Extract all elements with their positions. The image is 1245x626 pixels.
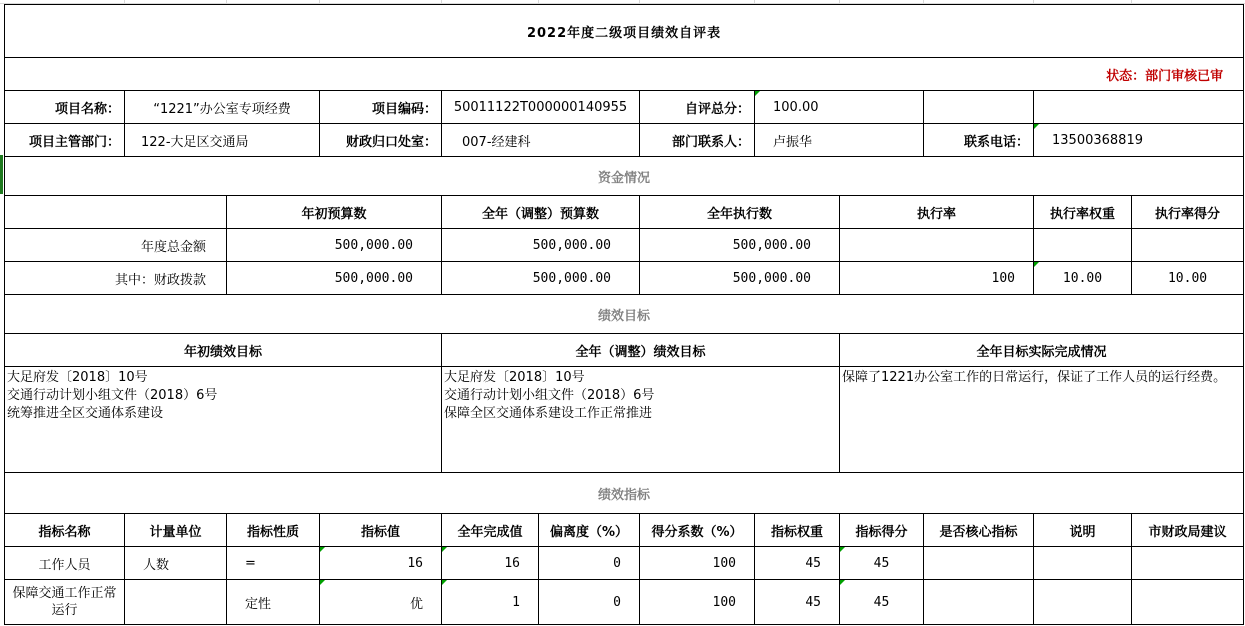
project-code-label: 项目编码： [320,91,442,124]
ind-coef[interactable]: 100 [640,580,755,625]
funds-initial-value[interactable]: 500,000.00 [227,262,442,295]
funds-header-initial: 年初预算数 [227,196,442,229]
ind-name[interactable]: 保障交通工作正常运行 [5,580,125,625]
goal-line: 交通行动计划小组文件（2018）6号 [7,388,218,403]
funds-row-finance [5,262,1244,295]
ind-name[interactable]: 工作人员 [5,547,125,580]
ind-header-nature: 指标性质 [227,514,320,547]
goal-line: 大足府发〔2018〕10号 [444,370,585,385]
funds-header-rate: 执行率 [840,196,1034,229]
self-score-label: 自评总分： [640,91,755,124]
finance-value[interactable]: 007-经建科 [442,124,640,157]
ind-suggestion[interactable] [1132,547,1244,580]
info-row-1 [5,91,1244,124]
ind-nature[interactable]: 定性 [227,580,320,625]
indicators-section-row [5,473,1244,514]
ind-header-deviation: 偏离度（%） [539,514,640,547]
status-text: 状态：部门审核已审 [5,58,1244,91]
ind-score[interactable]: 45 [840,580,924,625]
ind-header-value: 指标值 [320,514,442,547]
ind-note[interactable] [1034,580,1132,625]
ind-header-core: 是否核心指标 [924,514,1034,547]
goals-adjusted-text[interactable] [442,367,840,473]
ind-note[interactable] [1034,547,1132,580]
title-row [5,5,1244,58]
ind-coef[interactable]: 100 [640,547,755,580]
dept-label: 项目主管部门： [5,124,125,157]
goals-section-row [5,295,1244,334]
funds-header-score: 执行率得分 [1132,196,1244,229]
goals-header-row [5,334,1244,367]
ind-weight[interactable]: 45 [755,580,840,625]
project-code-value[interactable]: 50011122T000000140955 [442,91,640,124]
indicator-row [5,580,1244,625]
funds-section-title: 资金情况 [5,157,1244,196]
ind-value[interactable]: 优 [320,580,442,625]
page-title: 2022年度二级项目绩效自评表 [5,5,1244,58]
goals-actual-text[interactable]: 保障了1221办公室工作的日常运行，保证了工作人员的运行经费。 [840,367,1244,473]
empty-cell[interactable] [1034,91,1244,124]
ind-header-score: 指标得分 [840,514,924,547]
ind-header-suggestion: 市财政局建议 [1132,514,1244,547]
info-row-2 [5,124,1244,157]
project-name-label: 项目名称： [5,91,125,124]
finance-label: 财政归口处室： [320,124,442,157]
ind-unit[interactable] [125,580,227,625]
ind-deviation[interactable]: 0 [539,580,640,625]
funds-header-adjusted: 全年（调整）预算数 [442,196,640,229]
ind-header-note: 说明 [1034,514,1132,547]
funds-rate-value[interactable] [840,229,1034,262]
goals-header-adjusted: 全年（调整）绩效目标 [442,334,840,367]
ind-weight[interactable]: 45 [755,547,840,580]
ind-done[interactable]: 1 [442,580,539,625]
ind-score[interactable]: 45 [840,547,924,580]
goals-content-row [5,367,1244,473]
ind-done[interactable]: 16 [442,547,539,580]
status-row [5,58,1244,91]
funds-initial-value[interactable]: 500,000.00 [227,229,442,262]
ind-unit[interactable]: 人数 [125,547,227,580]
indicator-row [5,547,1244,580]
ind-deviation[interactable]: 0 [539,547,640,580]
ind-header-weight: 指标权重 [755,514,840,547]
funds-header-row [5,196,1244,229]
ind-nature[interactable]: = [227,547,320,580]
funds-header-executed: 全年执行数 [640,196,840,229]
goal-line: 交通行动计划小组文件（2018）6号 [444,388,655,403]
goal-line: 统筹推进全区交通体系建设 [7,406,164,421]
goals-section-title: 绩效目标 [5,295,1244,334]
ind-value[interactable]: 16 [320,547,442,580]
goal-line: 保障全区交通体系建设工作正常推进 [444,406,653,421]
ind-core[interactable] [924,580,1034,625]
indicators-header-row [5,514,1244,547]
goals-header-initial: 年初绩效目标 [5,334,442,367]
empty-cell[interactable] [5,196,227,229]
funds-executed-value[interactable]: 500,000.00 [640,229,840,262]
goals-initial-text[interactable] [5,367,442,473]
phone-value[interactable]: 13500368819 [1034,124,1244,157]
row-selection-indicator [0,155,3,194]
empty-cell[interactable] [924,91,1034,124]
ind-header-done: 全年完成值 [442,514,539,547]
funds-score-value[interactable] [1132,229,1244,262]
funds-row-label: 年度总金额 [5,229,227,262]
contact-value[interactable]: 卢振华 [755,124,924,157]
funds-row-label: 其中：财政拨款 [5,262,227,295]
ind-header-coef: 得分系数（%） [640,514,755,547]
ind-header-name: 指标名称 [5,514,125,547]
contact-label: 部门联系人： [640,124,755,157]
goals-header-actual: 全年目标实际完成情况 [840,334,1244,367]
project-name-value[interactable]: “1221”办公室专项经费 [125,91,320,124]
funds-row-total [5,229,1244,262]
goal-line: 大足府发〔2018〕10号 [7,370,148,385]
evaluation-table [4,4,1244,625]
ind-header-unit: 计量单位 [125,514,227,547]
funds-weight-value[interactable]: 10.00 [1034,262,1132,295]
funds-section-row [5,157,1244,196]
dept-value[interactable]: 122-大足区交通局 [125,124,320,157]
funds-executed-value[interactable]: 500,000.00 [640,262,840,295]
indicators-section-title: 绩效指标 [5,473,1244,514]
funds-rate-value[interactable]: 100 [840,262,1034,295]
phone-label: 联系电话： [924,124,1034,157]
ind-suggestion[interactable] [1132,580,1244,625]
self-score-value[interactable]: 100.00 [755,91,924,124]
funds-header-weight: 执行率权重 [1034,196,1132,229]
funds-score-value[interactable]: 10.00 [1132,262,1244,295]
funds-adjusted-value[interactable]: 500,000.00 [442,262,640,295]
funds-adjusted-value[interactable]: 500,000.00 [442,229,640,262]
funds-weight-value[interactable] [1034,229,1132,262]
ind-core[interactable] [924,547,1034,580]
